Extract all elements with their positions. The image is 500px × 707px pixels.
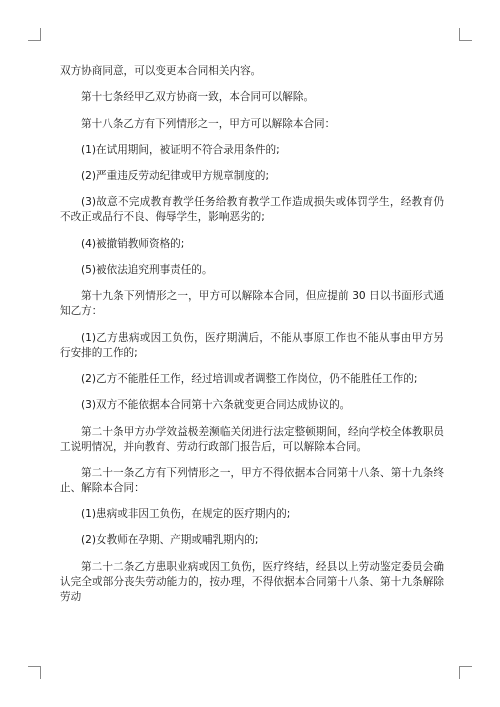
list-item: (1)在试用期间，被证明不符合录用条件的; (81, 143, 280, 156)
list-item: (2)严重违反劳动纪律或甲方规章制度的; (81, 170, 270, 183)
list-item: (4)被撤销教师资格的; (81, 237, 185, 250)
paragraph-article-22: 第二十二条乙方患职业病或因工负伤，医疗终结，经县以上劳动鉴定委员会确认完全或部分丧失劳动能力的，按办理，不得依据本合同第十八条、第十九条解除劳动 (60, 560, 444, 603)
list-item: (3)双方不能依据本合同第十六条就变更合同达成协议的。 (81, 399, 351, 412)
paragraph-article-21: 第二十一条乙方有下列情形之一，甲方不得依据本合同第十八条、第十九条终止、解除本合同： (60, 466, 444, 494)
crop-mark-bottom-right (459, 666, 472, 679)
list-item: (1)乙方患病或因工负伤，医疗期满后，不能从事原工作也不能从事由甲方另行安排的工作的; (60, 331, 444, 359)
paragraph-article-20: 第二十条甲方办学效益极差濒临关闭进行法定整顿期间，经向学校全体教职员工说明情况，并向教育、劳动行政部门报告后，可以解除本合同。 (60, 425, 444, 453)
list-item: (1)患病或非因工负伤，在规定的医疗期内的; (81, 508, 291, 521)
list-item: (2)乙方不能胜任工作，经过培训或者调整工作岗位，仍不能胜任工作的; (81, 372, 418, 385)
paragraph-article-17: 第十七条经甲乙双方协商一致，本合同可以解除。 (81, 91, 315, 104)
list-item: (3)故意不完成教育教学任务给教育教学工作造成损失或体罚学生，经教育仍不改正或品行不良、侮辱学生，影响恶劣的; (60, 196, 444, 224)
document-body (60, 64, 444, 616)
crop-mark-top-left (28, 28, 41, 41)
paragraph-article-19: 第十九条下列情形之一，甲方可以解除本合同，但应提前 30 日以书面形式通知乙方： (60, 290, 444, 318)
paragraph-continuation: 双方协商同意，可以变更本合同相关内容。 (60, 65, 262, 77)
crop-mark-top-right (459, 28, 472, 41)
list-item: (2)女教师在孕期、产期或哺乳期内的; (81, 534, 259, 547)
paragraph-article-18: 第十八条乙方有下列情形之一，甲方可以解除本合同： (81, 117, 336, 130)
crop-mark-bottom-left (28, 666, 41, 679)
list-item: (5)被依法追究刑事责任的。 (81, 264, 213, 277)
